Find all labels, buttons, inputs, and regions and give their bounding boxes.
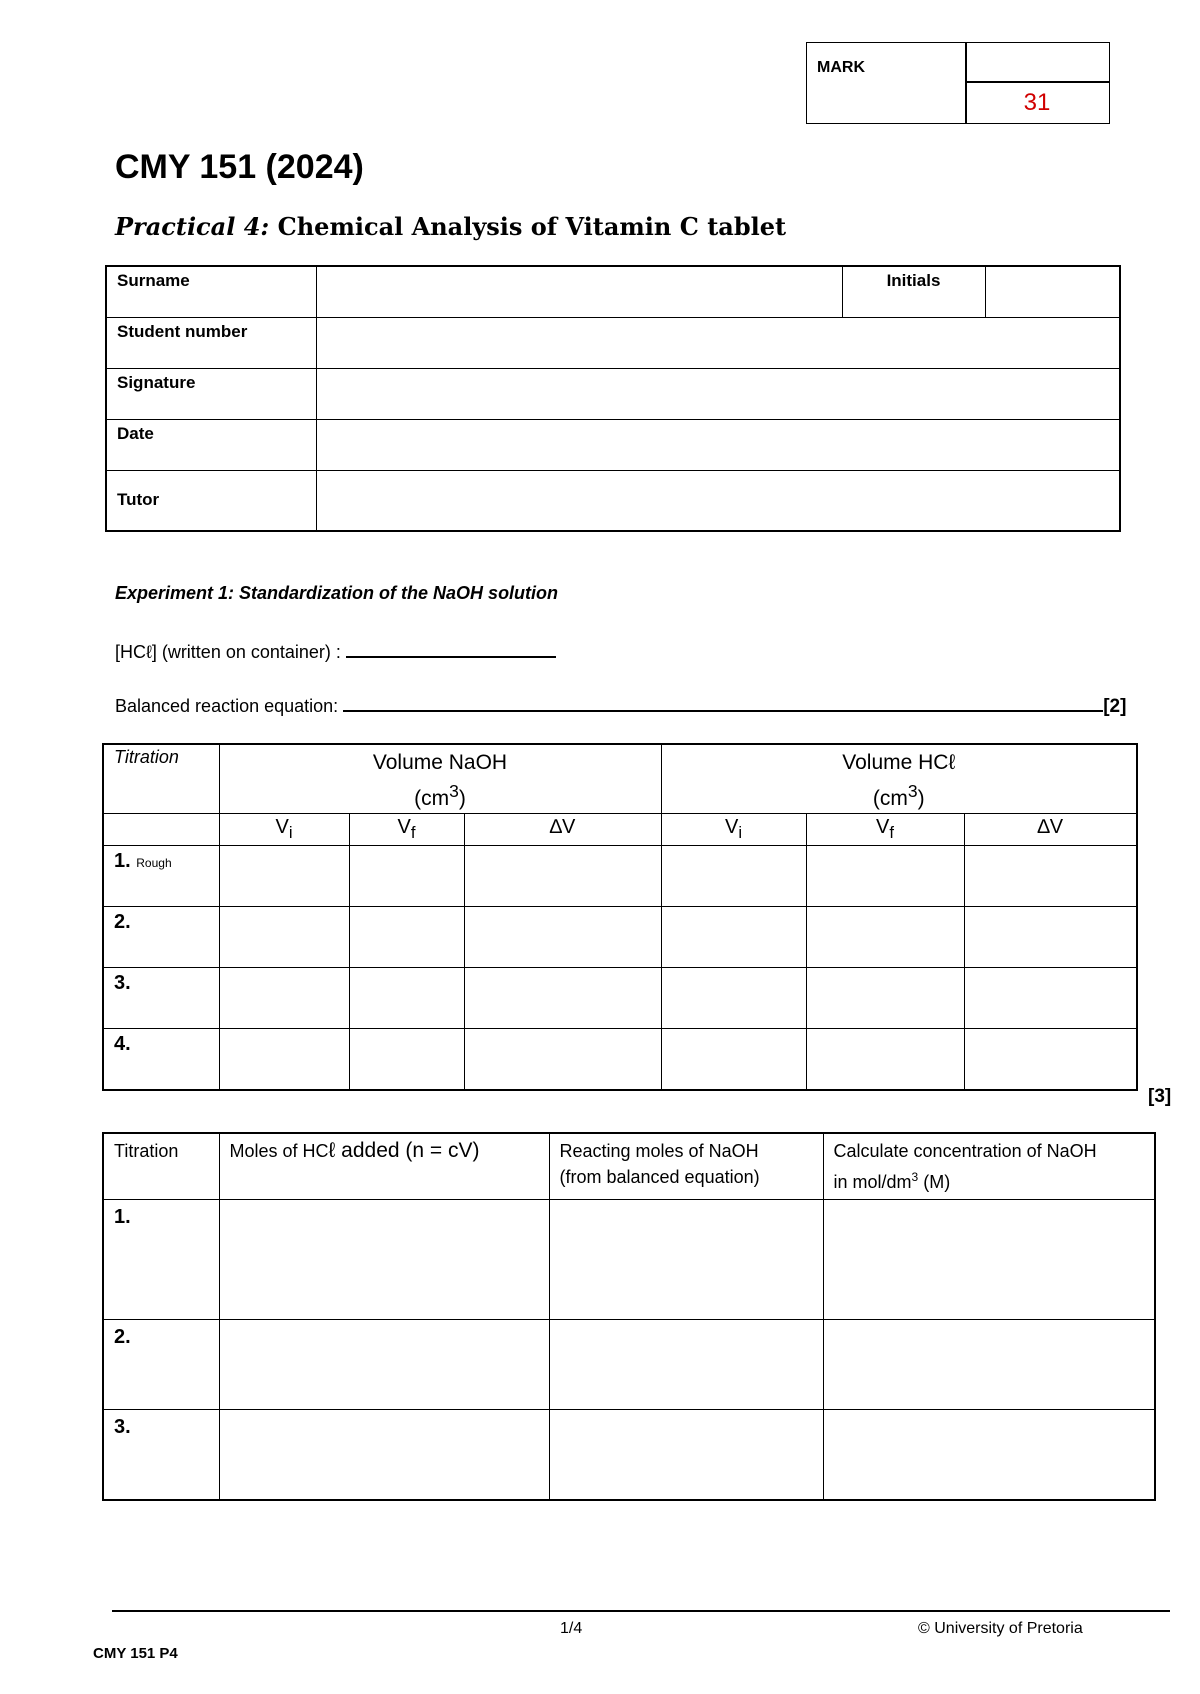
volume-naoh-label: Volume NaOH — [372, 751, 508, 774]
cell[interactable] — [219, 907, 349, 968]
unit-text: ) — [917, 787, 925, 810]
mark-box — [806, 42, 1110, 124]
cell[interactable] — [219, 1029, 349, 1090]
volume-naoh-header — [219, 744, 661, 814]
table-row — [103, 846, 1137, 907]
course-title: CMY 151 (2024) — [115, 148, 364, 186]
footer-code: CMY 151 P4 — [93, 1645, 178, 1662]
cell[interactable] — [806, 1029, 964, 1090]
cell[interactable] — [549, 1200, 823, 1320]
row-label: 1. — [103, 1200, 219, 1320]
practical-title — [115, 212, 786, 241]
hcl-concentration-blank[interactable] — [346, 638, 556, 658]
table-row — [103, 1410, 1155, 1500]
cell[interactable] — [349, 1029, 464, 1090]
table-row — [103, 1200, 1155, 1320]
naoh-vf-header: $V_f$ — [349, 814, 464, 846]
equation-marks: [2] — [1103, 696, 1127, 717]
row-label: 1. Rough — [103, 846, 219, 907]
tutor-field[interactable] — [316, 470, 1120, 531]
surname-field[interactable] — [316, 266, 842, 317]
hcl-concentration-line — [115, 638, 556, 663]
initials-label: Initials — [842, 266, 985, 317]
reacting-moles-header: Reacting moles of NaOH (from balanced equation) — [549, 1133, 823, 1200]
row-label: 3. — [103, 968, 219, 1029]
titration-header: Titration — [103, 744, 219, 814]
row-label: 2. — [103, 907, 219, 968]
cell[interactable] — [349, 907, 464, 968]
date-field[interactable] — [316, 419, 1120, 470]
cell[interactable] — [806, 968, 964, 1029]
student-number-label: Student number — [106, 317, 316, 368]
footer-divider — [112, 1610, 1170, 1612]
cell[interactable] — [464, 907, 661, 968]
cell[interactable] — [823, 1320, 1155, 1410]
cell[interactable] — [964, 846, 1137, 907]
equation-line — [115, 692, 1126, 718]
mark-label: MARK — [817, 59, 865, 76]
date-label: Date — [106, 419, 316, 470]
tutor-label: Tutor — [106, 470, 316, 531]
equation-blank[interactable] — [343, 692, 1103, 712]
cell[interactable] — [549, 1410, 823, 1500]
subheader-blank — [103, 814, 219, 846]
cell[interactable] — [964, 1029, 1137, 1090]
cell[interactable] — [464, 968, 661, 1029]
volume-hcl-header — [661, 744, 1137, 814]
table-row — [103, 1029, 1137, 1090]
signature-field[interactable] — [316, 368, 1120, 419]
cell[interactable] — [661, 846, 806, 907]
copyright: © University of Pretoria — [918, 1620, 1083, 1637]
unit-text: ) — [458, 787, 466, 810]
initials-field[interactable] — [985, 266, 1120, 317]
page-number: 1/4 — [560, 1620, 583, 1637]
student-number-field[interactable] — [316, 317, 1120, 368]
cell[interactable] — [349, 968, 464, 1029]
hcl-dv-header: ∆V — [964, 814, 1137, 846]
table-row — [103, 907, 1137, 968]
moles-hcl-header: Moles of HCℓ added (n = cV) — [219, 1133, 549, 1200]
equation-label: Balanced reaction equation: — [115, 696, 339, 716]
signature-label: Signature — [106, 368, 316, 419]
row-label: 4. — [103, 1029, 219, 1090]
cell[interactable] — [349, 846, 464, 907]
experiment-heading: Experiment 1: Standardization of the NaOH solution — [115, 583, 559, 603]
naoh-dv-header: ∆V — [464, 814, 661, 846]
table-row — [103, 968, 1137, 1029]
practical-label: Practical 4: — [115, 212, 270, 241]
cell[interactable] — [823, 1410, 1155, 1500]
cell[interactable] — [661, 907, 806, 968]
concentration-header: Calculate concentration of NaOH in mol/$dm^3$ (M) — [823, 1133, 1155, 1200]
naoh-vi-header: $V_i$ — [219, 814, 349, 846]
titration-marks: [3] — [1148, 1086, 1172, 1107]
cell[interactable] — [219, 1320, 549, 1410]
cell[interactable] — [219, 968, 349, 1029]
cell[interactable] — [219, 1410, 549, 1500]
practical-name: Chemical Analysis of Vitamin C tablet — [277, 212, 787, 241]
cell[interactable] — [823, 1200, 1155, 1320]
titration-table — [102, 743, 1138, 1091]
titration-header: Titration — [103, 1133, 219, 1200]
cell[interactable] — [661, 968, 806, 1029]
cell[interactable] — [964, 968, 1137, 1029]
unit-exponent: 3 — [449, 781, 459, 801]
cell[interactable] — [806, 846, 964, 907]
row-label: 3. — [103, 1410, 219, 1500]
cell[interactable] — [661, 1029, 806, 1090]
cell[interactable] — [549, 1320, 823, 1410]
hcl-concentration-label: [HCℓ] (written on container) : — [115, 642, 341, 662]
unit-text: (cm — [414, 787, 450, 810]
surname-label: Surname — [106, 266, 316, 317]
cell[interactable] — [806, 907, 964, 968]
unit-exponent: 3 — [907, 781, 918, 801]
cell[interactable] — [219, 846, 349, 907]
mark-value: 31 — [1023, 89, 1051, 116]
unit-text: (cm — [872, 787, 908, 810]
cell[interactable] — [464, 846, 661, 907]
volume-hcl-label: Volume HCℓ — [842, 751, 956, 774]
hcl-vi-header: $V_i$ — [661, 814, 806, 846]
row-label: 2. — [103, 1320, 219, 1410]
hcl-vf-header: $V_f$ — [806, 814, 964, 846]
table-row — [103, 1320, 1155, 1410]
cell[interactable] — [964, 907, 1137, 968]
rough-label: Rough — [136, 856, 172, 870]
student-info-table — [105, 265, 1121, 532]
moles-table — [102, 1132, 1156, 1501]
cell[interactable] — [219, 1200, 549, 1320]
cell[interactable] — [464, 1029, 661, 1090]
